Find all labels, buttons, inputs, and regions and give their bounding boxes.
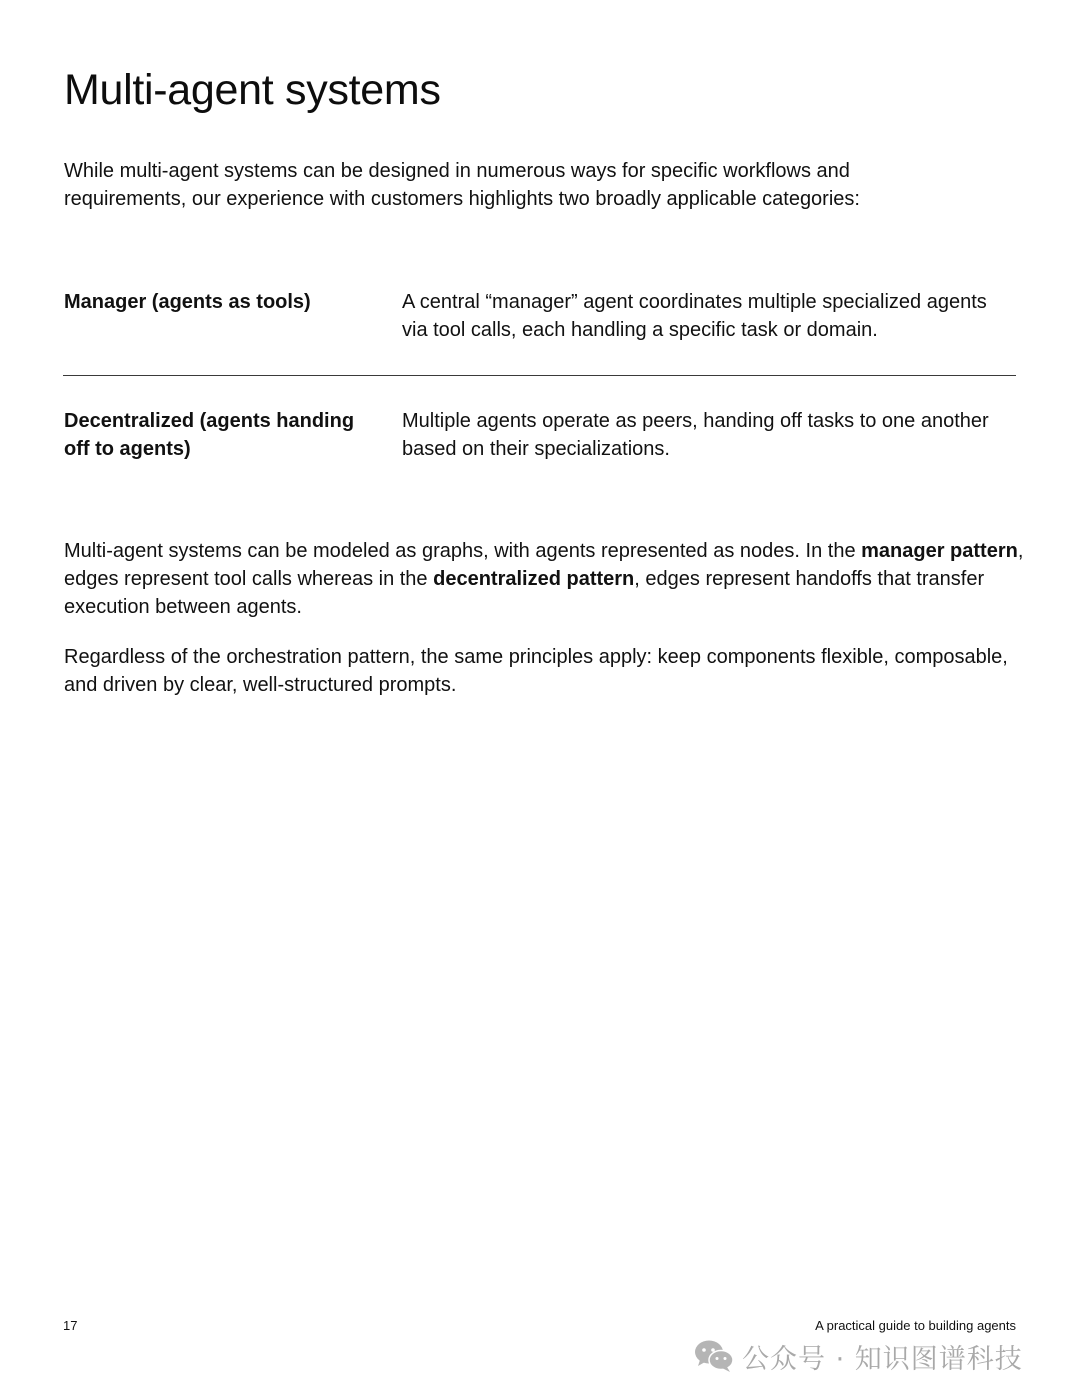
- manager-pattern-term: manager pattern: [861, 540, 1018, 562]
- wechat-icon: [694, 1339, 734, 1373]
- intro-paragraph: While multi-agent systems can be designed in numerous ways for specific workflows and requirements, our experience with customers highlights two broadly applicable categories:: [64, 160, 860, 210]
- category-term: Decentralized (agents handing off to agents): [64, 410, 355, 460]
- category-term: Manager (agents as tools): [64, 291, 311, 313]
- page-title: Multi-agent systems: [64, 66, 441, 114]
- category-definition: Multiple agents operate as peers, handing off tasks to one another based on their specializations.: [402, 410, 989, 460]
- principles-paragraph: Regardless of the orchestration pattern, the same principles apply: keep components flexible, composable, and driven by clear, well-structured prompts.: [64, 646, 1008, 696]
- page-number: 17: [63, 1318, 78, 1333]
- graphs-text-3: , edges represent handoffs that transfer execution between agents.: [64, 568, 985, 618]
- decentralized-pattern-term: decentralized pattern: [433, 568, 635, 590]
- document-title: A practical guide to building agents: [815, 1318, 1016, 1333]
- row-divider: [63, 375, 1016, 376]
- graphs-text-1: Multi-agent systems can be modeled as graphs, with agents represented as nodes. In the: [64, 540, 862, 562]
- watermark: [694, 1336, 1023, 1376]
- graphs-paragraph: [64, 537, 1024, 621]
- graphs-text-2: , edges represent tool calls whereas in the: [64, 540, 1024, 590]
- category-definition: A central “manager” agent coordinates multiple specialized agents via tool calls, each handling a specific task or domain.: [402, 291, 987, 341]
- watermark-text: 公众号 · 知识图谱科技: [742, 1343, 1023, 1375]
